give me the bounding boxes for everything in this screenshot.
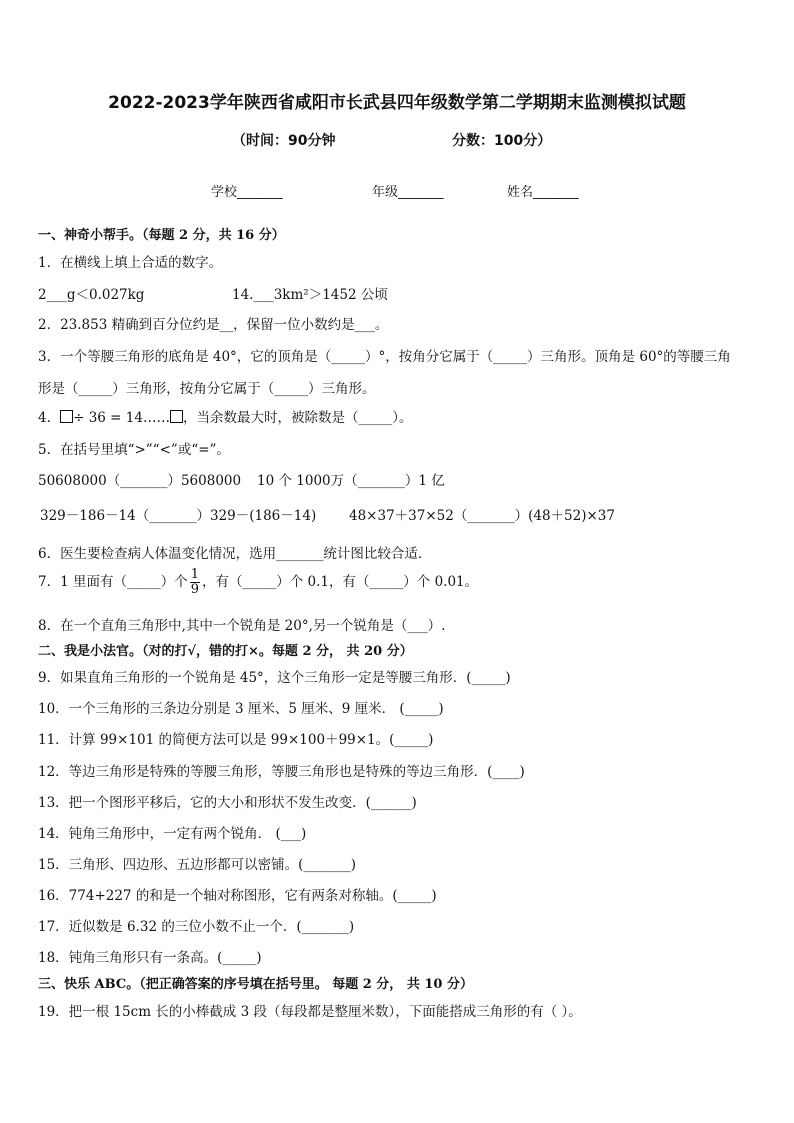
question-16: 16．774+227 的和是一个轴对称图形，它有两条对称轴。(_____): [38, 888, 437, 904]
school-field[interactable]: 学校_______: [211, 185, 283, 200]
question-6: 6．医生要检查病人体温变化情况，选用_______统计图比较合适．: [38, 546, 432, 562]
question-3-line-2: 形是（_____）三角形，按角分它属于（_____）三角形。: [38, 381, 376, 397]
fraction-one-ninth: $\frac{1}{9}$: [190, 567, 200, 597]
page-title: 2022-2023学年陕西省咸阳市长武县四年级数学第二学期期末监测模拟试题: [108, 93, 686, 113]
question-1a: 2___g＜0.027kg: [38, 287, 145, 303]
question-19: 19．把一根 15cm 长的小棒截成 3 段（每段都是整厘米数），下面能搭成三角形的有（ ）。: [38, 1004, 582, 1020]
question-7: [38, 568, 478, 597]
question-7-suffix: ，有（_____）个 0.1，有（_____）个 0.01。: [202, 574, 479, 590]
section-1-heading: 一、神奇小帮手。（每题 2 分，共 16 分）: [38, 228, 285, 243]
exam-score: 分数：100分）: [452, 133, 552, 149]
question-8: 8．在一个直角三角形中,其中一个锐角是 20°,另一个锐角是（___）.: [38, 618, 446, 634]
question-17: 17．近似数是 6.32 的三位小数不止一个．(_______): [38, 919, 355, 935]
section-2-heading: 二、我是小法官。（对的打√，错的打×。每题 2 分， 共 20 分）: [38, 644, 413, 659]
question-10: 10．一个三角形的三条边分别是 3 厘米、5 厘米、9 厘米． (_____): [38, 701, 444, 717]
question-5: 5．在括号里填“>”“<”或“=”。: [38, 442, 230, 458]
question-4-number: 4．: [38, 410, 61, 426]
grade-field[interactable]: 年级_______: [372, 185, 444, 200]
blank-box-icon: [170, 410, 183, 423]
question-13: 13．把一个图形平移后，它的大小和形状不发生改变．(______): [38, 795, 417, 811]
question-4: [38, 406, 412, 426]
question-7-prefix: 7．1 里面有（_____）个: [38, 574, 188, 590]
question-4-text: ，当余数最大时，被除数是（_____）。: [182, 410, 413, 426]
question-5-row-1b: 10 个 1000万（_______）1 亿: [257, 473, 445, 489]
question-1b: 14.___3km²＞1452 公顷: [232, 287, 388, 303]
question-14: 14．钝角三角形中，一定有两个锐角． (___): [38, 826, 307, 842]
exam-time: （时间：90分钟: [232, 133, 336, 149]
name-field[interactable]: 姓名_______: [507, 185, 579, 200]
question-3-line-1: 3．一个等腰三角形的底角是 40°，它的顶角是（_____）°，按角分它属于（_____）三角形。顶角是 60°的等腰三角: [38, 349, 731, 365]
question-2: 2．23.853 精确到百分位约是__，保留一位小数约是___。: [38, 317, 389, 333]
question-12: 12．等边三角形是特殊的等腰三角形，等腰三角形也是特殊的等边三角形．(____): [38, 764, 525, 780]
question-15: 15．三角形、四边形、五边形都可以密铺。(_______): [38, 857, 356, 873]
question-5-row-2a: 329－186－14（_______）329－(186－14): [40, 508, 317, 524]
question-4-expression: ÷ 36 = 14……: [73, 410, 170, 426]
question-5-row-1a: 50608000（_______）5608000: [38, 473, 242, 489]
question-9: 9．如果直角三角形的一个锐角是 45°，这个三角形一定是等腰三角形．(_____): [38, 670, 511, 686]
question-11: 11．计算 99×101 的简便方法可以是 99×100＋99×1。(_____): [38, 732, 434, 748]
question-5-row-2b: 48×37＋37×52（_______）(48＋52)×37: [349, 508, 615, 524]
question-1: 1．在横线上填上合适的数字。: [38, 255, 223, 271]
section-3-heading: 三、快乐 ABC。（把正确答案的序号填在括号里。 每题 2 分， 共 10 分）: [38, 977, 473, 992]
blank-box-icon: [60, 410, 73, 423]
question-18: 18．钝角三角形只有一条高。(_____): [38, 950, 262, 966]
